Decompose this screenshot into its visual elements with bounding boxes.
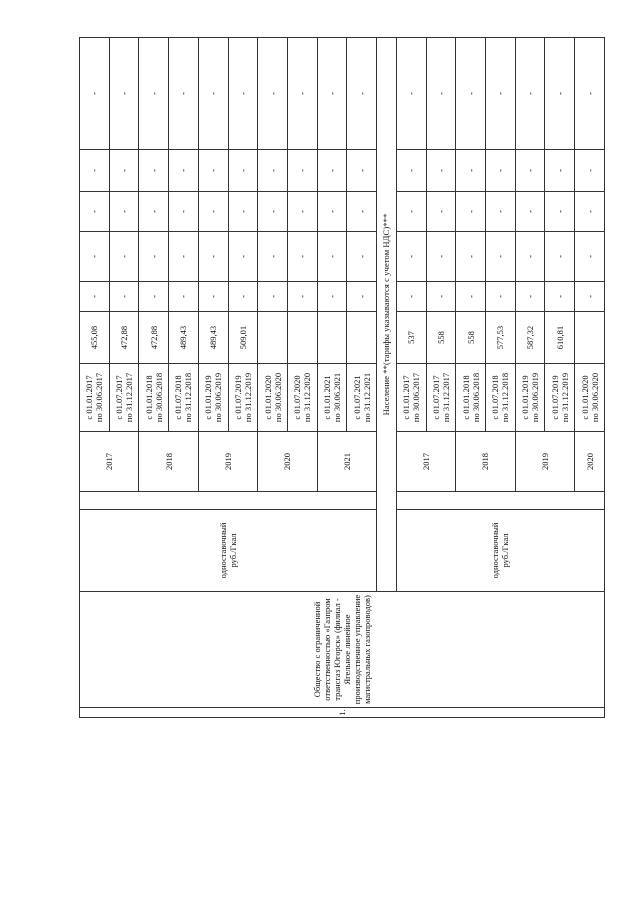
empty-value-cell [575,192,605,232]
year-cell [575,432,605,492]
tariff-value: 472,88 [119,325,130,350]
year-cell [396,432,455,492]
tariff-unit-cell [396,510,604,592]
year-cell [139,432,198,492]
empty-value-cell [317,150,347,192]
empty-value-cell [258,232,288,282]
period-from: с 01.01.2018 [460,375,471,420]
year-label: 2017 [104,453,115,470]
dash-mark: - [178,255,189,258]
empty-value-cell [317,192,347,232]
dash-mark: - [435,169,446,172]
empty-value-cell [287,192,317,232]
empty-value-cell [515,232,545,282]
period-cell [347,364,377,432]
dash-mark: - [435,255,446,258]
period-cell [139,364,169,432]
tariff-value-cell [426,312,456,364]
tariff-value-cell [109,312,139,364]
tariff-value: 489,43 [208,325,219,350]
empty-value-cell [545,38,575,150]
period-from: с 01.07.2020 [292,375,303,420]
dash-mark: - [148,92,159,95]
empty-value-cell [139,192,169,232]
empty-value-cell [287,150,317,192]
dash-mark: - [148,169,159,172]
dash-mark: - [326,255,337,258]
year-label: 2020 [282,453,293,470]
period-to: по 30.06.2017 [411,372,422,423]
empty-value-cell [139,282,169,312]
period-cell [169,364,199,432]
empty-value-cell [347,192,377,232]
tariff-value-cell [515,312,545,364]
empty-value-cell [575,38,605,150]
dash-mark: - [554,210,565,213]
period-cell [198,364,228,432]
period-cell [258,364,288,432]
empty-value-cell [169,282,199,312]
period-to: по 31.12.2017 [440,372,451,423]
tariff-value-cell [287,312,317,364]
tariff-value-cell [169,312,199,364]
empty-value-cell [169,150,199,192]
empty-value-cell [139,38,169,150]
dash-mark: - [465,295,476,298]
empty-value-cell [80,192,110,232]
period-from: с 01.07.2018 [490,375,501,420]
period-cell [545,364,575,432]
period-cell [228,364,258,432]
dash-mark: - [267,92,278,95]
empty-value-cell [109,38,139,150]
empty-value-cell [426,192,456,232]
dash-mark: - [297,169,308,172]
empty-value-cell [317,282,347,312]
period-cell [426,364,456,432]
tariff-table [79,37,605,718]
period-to: по 31.12.2017 [124,372,135,423]
empty-value-cell [258,150,288,192]
period-cell [109,364,139,432]
dash-mark: - [89,210,100,213]
empty-value-cell [139,232,169,282]
dash-mark: - [356,295,367,298]
empty-value-cell [347,38,377,150]
period-to: по 30.06.2018 [470,372,481,423]
unit-type: одноставочный [490,522,501,579]
unit-measure: руб./Гкал [228,533,239,568]
empty-value-cell [228,282,258,312]
empty-value-cell [426,38,456,150]
tariff-value-cell [80,312,110,364]
tariff-value-cell [317,312,347,364]
period-to: по 30.06.2018 [153,372,164,423]
dash-mark: - [406,295,417,298]
tariff-value: 558 [465,331,476,344]
empty-value-cell [198,282,228,312]
dash-mark: - [119,210,130,213]
dash-mark: - [208,92,219,95]
year-cell [515,432,574,492]
year-cell [317,432,376,492]
empty-value-cell [456,38,486,150]
empty-value-cell [426,232,456,282]
year-label: 2019 [539,453,550,470]
empty-value-cell [287,282,317,312]
spacer-cell [396,492,604,510]
empty-value-cell [228,192,258,232]
dash-mark: - [524,210,535,213]
dash-mark: - [297,92,308,95]
period-from: с 01.07.2019 [232,375,243,420]
empty-value-cell [198,150,228,192]
dash-mark: - [495,169,506,172]
dash-mark: - [524,295,535,298]
dash-mark: - [89,295,100,298]
year-cell [80,432,139,492]
dash-mark: - [554,255,565,258]
empty-value-cell [515,192,545,232]
tariff-value-cell [456,312,486,364]
empty-value-cell [228,232,258,282]
dash-mark: - [554,169,565,172]
period-to: по 30.06.2020 [589,372,600,423]
dash-mark: - [119,295,130,298]
dash-mark: - [267,210,278,213]
dash-mark: - [356,255,367,258]
row-number-cell [80,708,605,718]
dash-mark: - [267,295,278,298]
year-cell [198,432,257,492]
empty-value-cell [198,192,228,232]
period-from: с 01.01.2020 [262,375,273,420]
year-cell [258,432,317,492]
period-from: с 01.01.2020 [579,375,590,420]
empty-value-cell [109,282,139,312]
tariff-value-cell [485,312,515,364]
population-heading: Население **(тарифы указываются с учетом НДС)*** [381,213,392,416]
empty-value-cell [396,282,426,312]
organization-cell [80,592,605,708]
dash-mark: - [356,92,367,95]
dash-mark: - [406,92,417,95]
tariff-value: 509,01 [237,325,248,350]
dash-mark: - [178,92,189,95]
empty-value-cell [456,282,486,312]
dash-mark: - [495,210,506,213]
empty-value-cell [575,282,605,312]
period-from: с 01.01.2018 [143,375,154,420]
tariff-value: 558 [435,331,446,344]
empty-value-cell [426,150,456,192]
empty-value-cell [258,282,288,312]
dash-mark: - [208,169,219,172]
empty-value-cell [545,150,575,192]
empty-value-cell [228,38,258,150]
period-from: с 01.01.2019 [519,375,530,420]
empty-value-cell [515,38,545,150]
empty-value-cell [228,150,258,192]
period-to: по 31.12.2018 [500,372,511,423]
dash-mark: - [465,255,476,258]
unit-measure: руб./Гкал [500,533,511,568]
empty-value-cell [485,150,515,192]
empty-value-cell [169,38,199,150]
dash-mark: - [584,92,595,95]
period-from: с 01.01.2017 [401,375,412,420]
dash-mark: - [237,169,248,172]
empty-value-cell [109,150,139,192]
year-cell [456,432,515,492]
empty-value-cell [396,192,426,232]
tariff-value-cell [396,312,426,364]
empty-value-cell [169,192,199,232]
empty-value-cell [396,38,426,150]
empty-value-cell [575,150,605,192]
empty-value-cell [80,282,110,312]
period-to: по 30.06.2021 [331,372,342,423]
dash-mark: - [326,92,337,95]
empty-value-cell [80,232,110,282]
period-cell [80,364,110,432]
dash-mark: - [297,255,308,258]
empty-value-cell [258,38,288,150]
dash-mark: - [297,210,308,213]
period-to: по 30.06.2019 [213,372,224,423]
dash-mark: - [89,92,100,95]
empty-value-cell [80,38,110,150]
dash-mark: - [267,169,278,172]
period-cell [575,364,605,432]
dash-mark: - [435,92,446,95]
tariff-value: 587,32 [524,325,535,350]
period-to: по 31.12.2019 [242,372,253,423]
empty-value-cell [198,232,228,282]
period-to: по 31.12.2019 [559,372,570,423]
dash-mark: - [495,92,506,95]
empty-value-cell [545,282,575,312]
population-heading-cell [377,38,397,592]
period-from: с 01.01.2017 [84,375,95,420]
tariff-value-cell [258,312,288,364]
empty-value-cell [169,232,199,282]
year-label: 2019 [223,453,234,470]
tariff-value-cell [139,312,169,364]
period-from: с 01.07.2019 [549,375,560,420]
dash-mark: - [267,255,278,258]
dash-mark: - [119,92,130,95]
dash-mark: - [178,169,189,172]
empty-value-cell [287,38,317,150]
dash-mark: - [584,295,595,298]
dash-mark: - [326,169,337,172]
dash-mark: - [465,92,476,95]
empty-value-cell [485,232,515,282]
period-from: с 01.07.2017 [114,375,125,420]
dash-mark: - [554,295,565,298]
year-label: 2017 [421,453,432,470]
dash-mark: - [148,255,159,258]
tariff-value-cell [545,312,575,364]
empty-value-cell [317,38,347,150]
dash-mark: - [406,169,417,172]
period-to: по 30.06.2020 [272,372,283,423]
empty-value-cell [545,192,575,232]
period-to: по 30.06.2017 [94,372,105,423]
dash-mark: - [465,169,476,172]
empty-value-cell [347,282,377,312]
empty-value-cell [139,150,169,192]
dash-mark: - [208,295,219,298]
dash-mark: - [237,255,248,258]
year-label: 2020 [584,453,595,470]
tariff-row [80,38,110,718]
empty-value-cell [485,282,515,312]
empty-value-cell [396,232,426,282]
dash-mark: - [208,210,219,213]
empty-value-cell [456,232,486,282]
dash-mark: - [237,92,248,95]
empty-value-cell [317,232,347,282]
period-to: по 31.12.2018 [183,372,194,423]
dash-mark: - [178,210,189,213]
empty-value-cell [456,150,486,192]
period-from: с 01.07.2018 [173,375,184,420]
period-from: с 01.01.2021 [321,375,332,420]
period-cell [396,364,426,432]
tariff-value-cell [575,312,605,364]
year-label: 2018 [163,453,174,470]
period-cell [287,364,317,432]
tariff-value: 537 [406,331,417,344]
empty-value-cell [515,282,545,312]
dash-mark: - [237,210,248,213]
dash-mark: - [326,295,337,298]
spacer-cell [80,492,377,510]
period-cell [456,364,486,432]
empty-value-cell [515,150,545,192]
tariff-value: 455,08 [89,325,100,350]
dash-mark: - [148,210,159,213]
tariff-value: 577,53 [495,325,506,350]
dash-mark: - [435,295,446,298]
dash-mark: - [495,255,506,258]
dash-mark: - [584,210,595,213]
period-to: по 31.12.2021 [361,372,372,423]
dash-mark: - [148,295,159,298]
dash-mark: - [356,169,367,172]
dash-mark: - [584,255,595,258]
empty-value-cell [485,192,515,232]
organization-name: Общество с ограниченной ответственностью «Газпром трансгаз Югорск» (филиал - Ягельное линейное производственное управление магистральных газопроводов) [312,594,372,705]
empty-value-cell [347,232,377,282]
period-from: с 01.01.2019 [203,375,214,420]
tariff-value: 472,88 [148,325,159,350]
dash-mark: - [297,295,308,298]
row-number: 1. [337,709,347,716]
period-to: по 31.12.2020 [302,372,313,423]
dash-mark: - [524,92,535,95]
empty-value-cell [80,150,110,192]
dash-mark: - [435,210,446,213]
empty-value-cell [258,192,288,232]
empty-value-cell [347,150,377,192]
year-label: 2018 [480,453,491,470]
tariff-unit-cell [80,510,377,592]
empty-value-cell [287,232,317,282]
period-from: с 01.07.2021 [351,375,362,420]
empty-value-cell [485,38,515,150]
dash-mark: - [554,92,565,95]
dash-mark: - [178,295,189,298]
dash-mark: - [584,169,595,172]
dash-mark: - [208,255,219,258]
year-label: 2021 [341,453,352,470]
tariff-value-cell [198,312,228,364]
rotated-table-container [79,38,605,718]
tariff-value-cell [347,312,377,364]
dash-mark: - [495,295,506,298]
dash-mark: - [89,169,100,172]
dash-mark: - [119,255,130,258]
dash-mark: - [356,210,367,213]
dash-mark: - [326,210,337,213]
empty-value-cell [575,232,605,282]
empty-value-cell [456,192,486,232]
dash-mark: - [237,295,248,298]
dash-mark: - [465,210,476,213]
dash-mark: - [406,255,417,258]
period-to: по 30.06.2019 [529,372,540,423]
empty-value-cell [426,282,456,312]
tariff-value: 489,43 [178,325,189,350]
period-cell [515,364,545,432]
empty-value-cell [109,192,139,232]
empty-value-cell [109,232,139,282]
period-cell [485,364,515,432]
period-cell [317,364,347,432]
dash-mark: - [524,169,535,172]
dash-mark: - [406,210,417,213]
dash-mark: - [89,255,100,258]
empty-value-cell [396,150,426,192]
unit-type: одноставочный [218,522,229,579]
empty-value-cell [545,232,575,282]
period-from: с 01.07.2017 [430,375,441,420]
tariff-value-cell [228,312,258,364]
empty-value-cell [198,38,228,150]
dash-mark: - [524,255,535,258]
tariff-value: 610,81 [554,325,565,350]
dash-mark: - [119,169,130,172]
